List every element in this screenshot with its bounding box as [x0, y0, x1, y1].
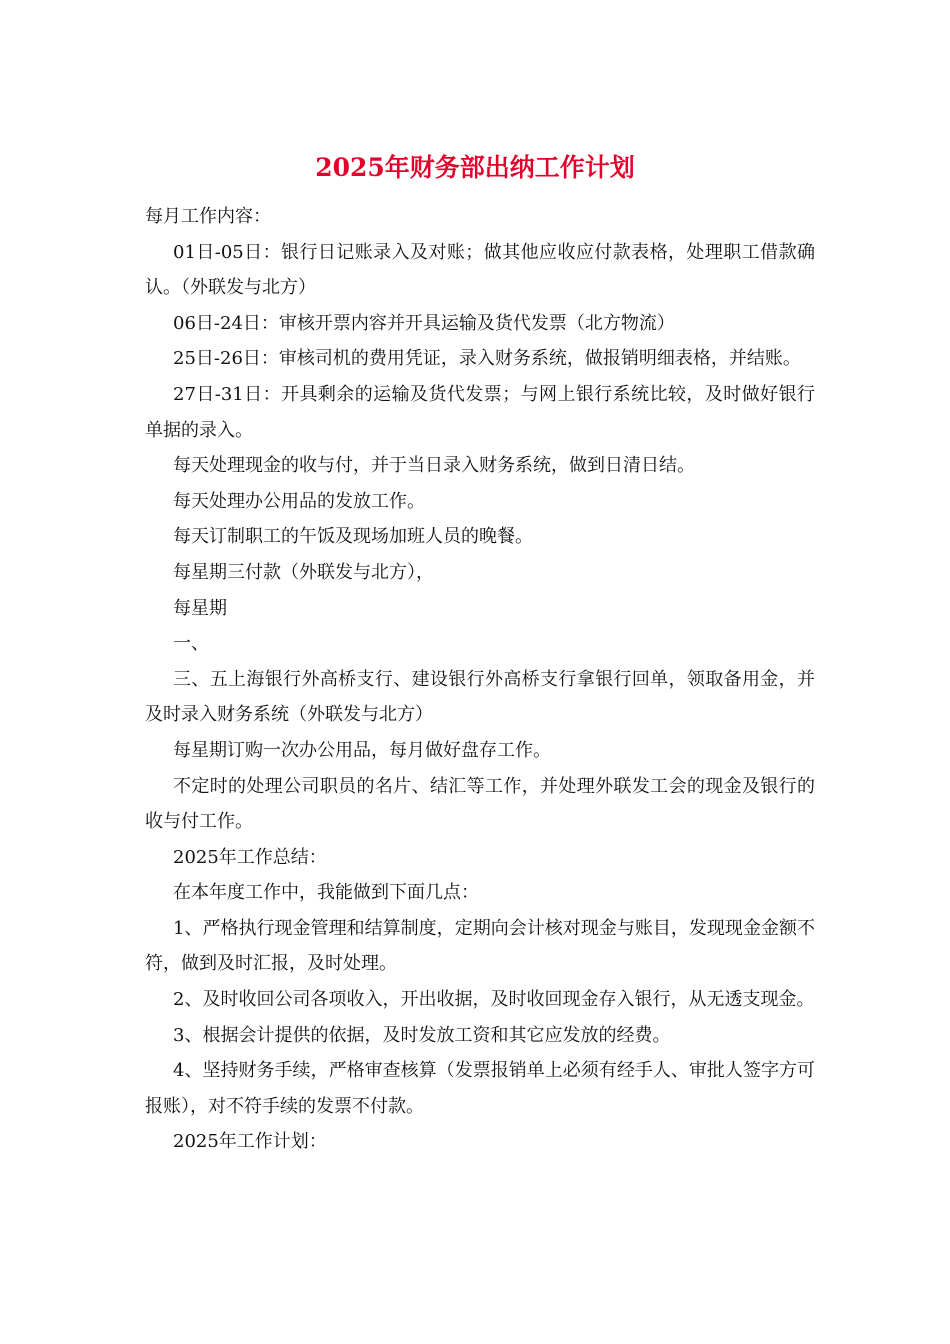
body-paragraph: 25日-26日：审核司机的费用凭证，录入财务系统，做报销明细表格，并结账。: [173, 348, 801, 370]
body-paragraph: 每天处理办公用品的发放工作。: [173, 490, 425, 512]
body-paragraph: 每月工作内容：: [145, 206, 271, 227]
body-paragraph: 不定时的处理公司职员的名片、结汇等工作，并处理外联发工会的现金及银行的收与付工作。: [145, 775, 815, 833]
body-paragraph: 2025年工作计划：: [173, 1131, 327, 1153]
body-paragraph: 2025年工作总结：: [173, 846, 327, 868]
body-paragraph: 27日-31日：开具剩余的运输及货代发票；与网上银行系统比较，及时做好银行单据的录入。: [145, 383, 815, 441]
document-body: [145, 199, 815, 1160]
body-paragraph: 3、根据会计提供的依据，及时发放工资和其它应发放的经费。: [173, 1024, 671, 1046]
body-paragraph: 06日-24日：审核开票内容并开具运输及货代发票（北方物流）: [173, 312, 675, 334]
body-paragraph: 2、及时收回公司各项收入，开出收据，及时收回现金存入银行，从无透支现金。: [173, 989, 815, 1011]
document-title: 2025年财务部出纳工作计划: [315, 153, 635, 182]
body-paragraph: 01日-05日：银行日记账录入及对账；做其他应收应付款表格，处理职工借款确认。（外联发与北方）: [145, 241, 815, 299]
body-paragraph: 一、: [173, 633, 209, 655]
body-paragraph: 1、严格执行现金管理和结算制度，定期向会计核对现金与账目，发现现金金额不符，做到及时汇报，及时处理。: [145, 917, 815, 975]
body-paragraph: 4、坚持财务手续，严格审查核算（发票报销单上必须有经手人、审批人签字方可报账），对不符手续的发票不付款。: [145, 1060, 815, 1117]
body-paragraph: 每星期: [173, 597, 227, 619]
body-paragraph: 三、五上海银行外高桥支行、建设银行外高桥支行拿银行回单，领取备用金，并及时录入财务系统（外联发与北方）: [145, 668, 815, 726]
body-paragraph: 每星期三付款（外联发与北方），: [173, 561, 434, 583]
body-paragraph: 每星期订购一次办公用品，每月做好盘存工作。: [173, 739, 551, 761]
body-paragraph: 在本年度工作中，我能做到下面几点：: [173, 882, 479, 904]
body-paragraph: 每天订制职工的午饭及现场加班人员的晚餐。: [173, 526, 533, 548]
body-paragraph: 每天处理现金的收与付，并于当日录入财务系统，做到日清日结。: [173, 455, 695, 477]
